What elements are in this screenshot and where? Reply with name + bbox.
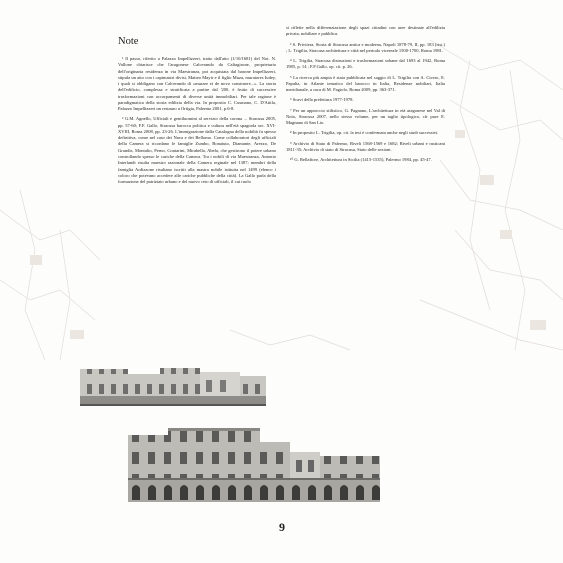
footnote-7: ⁷ Per un approccio stilistico, G. Pagnano, L'architettura in età aragonese nel Val di Noto, Siracusa 2007, nello stesso volume, per un taglio tipologico, cfr pure E. Magnano di San Lio. [286,107,445,126]
footnote-5: ⁵ La ricerca più ampia è stata pubblicata nel saggio di L. Trigilia con A. Cicero, E. Papalia, in Atlante tematico del barocco in Italia, Residenze nobiliari, Italia meridionale, a cura di M. Fagiolo, Roma 2009, pp. 363-371. [286,74,445,93]
footnote-2-continuation: si riflette nella differenziazione degli spazi cittadini con aree destinate all'edilizia privata, nobiliare e pubblica. [286,25,445,37]
notes-right-column [286,25,445,168]
footnote-4: ⁴ L. Trigilia, Siracusa distruzioni e trasformazioni urbane dal 1693 al 1942, Roma 1985, p. 14 ; F.F.Gallo, op. cit. p. 26. [286,58,445,70]
facade-strip-top [80,368,266,406]
footnote-3: ³ S. Privitera, Storia di Siracusa antica e moderna, Napoli 1878-79, II, pp. 183 (rist.) ; L. Trigilia, Siracusa architettura e città nel periodo vicereale 1500-1700, Roma 1981. [286,41,445,53]
footnote-6: ⁶ Scavi della prefettura 1977-1978. [290,97,354,103]
notes-left-column [118,56,276,189]
footnote-9: ⁹ Archivio di Stato di Palermo, Riveli 1568-1569 e 1682; Riveli urbani e rusticani 1811-35; Archivio di stato di Siracusa, Stato delle sezioni. [286,140,445,152]
footnote-1: ¹ Il passo, riferito a Palazzo Impellizzeri, tratto dall'atto (1/10/1681) del Not. N. Vallone chiarisce che l'aragonese Calcerando da Caltagirone, proprietario dell'originaria residenza in via Maestranza, poi acquistata dal barone Impellizzeri, stipula un atto con i capimastri divisi, Matteo Mayir e il figlio Muza, muratores Iudey, i quali si obbligano con Calcerando di «murare et de novo construere...». La storia dell'edificio, complessa e stratificata a partire dal '200, è frutto di successive trasformazioni con accorpamenti di diverse unità immobiliari. Per tale ragione è paradigmatica della storia edilizia della via. In proposito C. Cusmano, C. D'Attila, Palazzo Impellizzeri un restauro a Ortigia, Palermo 2001, p.6-8. [118,56,276,112]
notes-heading: Note [118,36,139,47]
footnote-2: ² G.M. Agnello, Ufficiali e gentiluomini al servizio della corona ... Siracusa 2005, pp. 57-60; F.F. Gallo, Siracusa barocca politica e cultura nell'età spagnola sec. XVI-XVIII, Roma 2008, pp. 23-26. L'immigrazione dalla Catalogna della nobiltà fu spesso definitiva, come nel caso dei Nava e dei Bellomo. Come collaboratori degli ufficiali della Camera si ricordano le famiglie Zumbo, Bonaiuto, Diamante, Arezzo, De Grandis, Montalto, Perno, Contarini, Mirabella, Abela, che gestirono il potere urbano controllando spesso le cariche della Camera. Tra i nobili di via Maestranza, Antonio Interlandi risulta maestro razionale della Camera reginale nel 1387; membri della famiglia Ardizzone risultano iscritti alla mastra nobile istituita nel 1499 (elenco i coloro che potevano accedere alle cariche pubbliche della città). La Gallo parla della formazione del patriziato urbano e del nuovo ceto di ufficiali, il cui ruolo [118,116,276,185]
page-number: 9 [279,520,285,534]
footnote-8: ⁸ In proposito L. Trigilia, op. cit. la tesi è confermata anche negli studi successivi. [290,130,439,136]
facade-strip-bottom [128,428,380,502]
street-elevation-photos [0,360,563,510]
footnote-10: ¹⁰ G. Bellafiore, Architettura in Sicilia (1415-1535), Palermo 1984, pp. 45-47. [290,157,432,163]
